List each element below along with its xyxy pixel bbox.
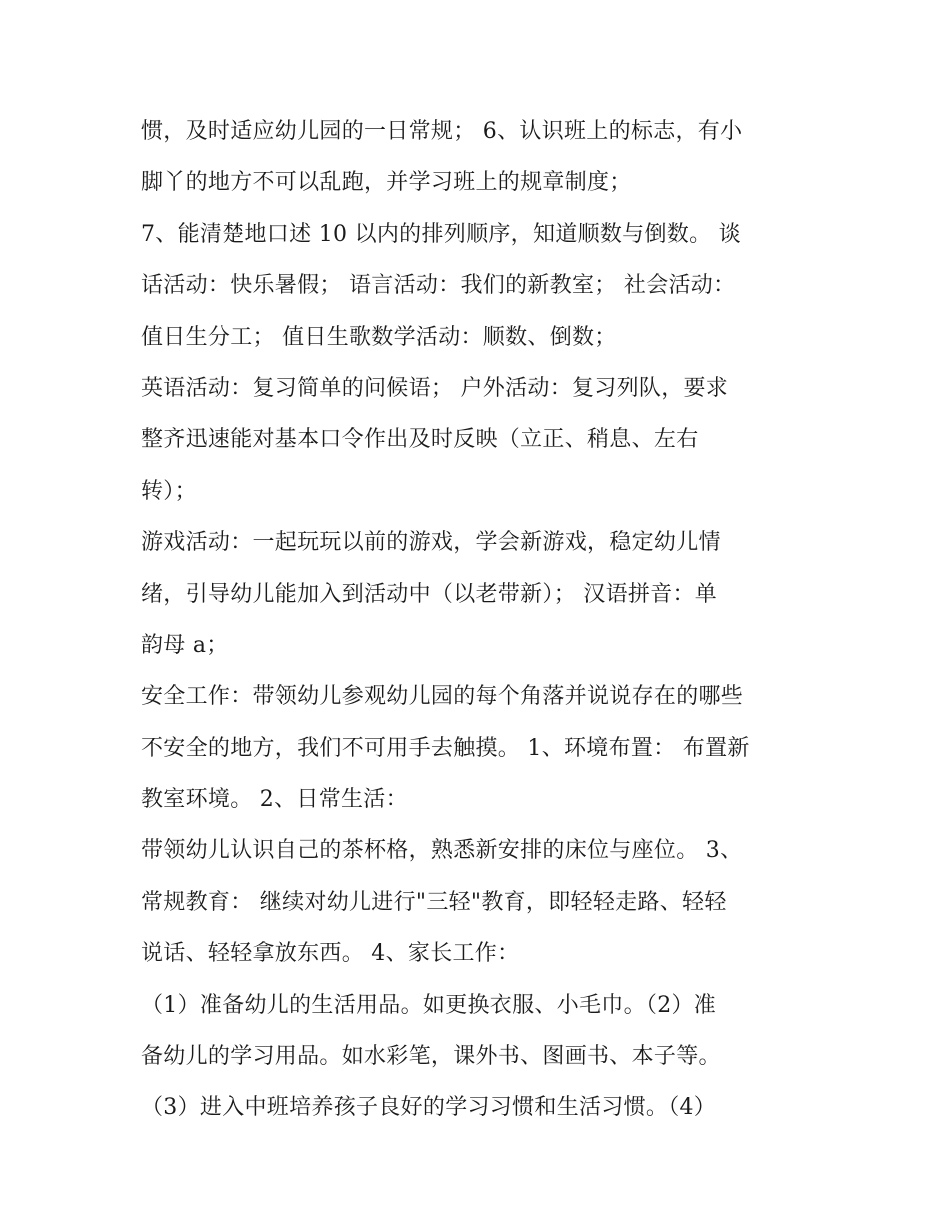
text-line: 整齐迅速能对基本口令作出及时反映（立正、稍息、左右	[141, 427, 699, 453]
text-line: 7、能清楚地口述 10 以内的排列顺序，知道顺数与倒数。 谈	[141, 221, 741, 247]
text-line: 游戏活动：一起玩玩以前的游戏，学会新游戏，稳定幼儿情	[141, 530, 721, 556]
text-line: 不安全的地方，我们不可用手去触摸。 1、环境布置： 布置新	[141, 735, 750, 761]
text-line: 惯，及时适应幼儿园的一日常规； 6、认识班上的标志，有小	[141, 119, 743, 144]
text-line: （3）进入中班培养孩子良好的学习习惯和生活习惯。（4）	[141, 1095, 717, 1121]
body-text	[141, 106, 821, 1134]
text-line: 安全工作：带领幼儿参观幼儿园的每个角落并说说存在的哪些	[141, 684, 744, 710]
text-line: 值日生分工； 值日生歌数学活动：顺数、倒数；	[141, 324, 617, 350]
text-line: 常规教育： 继续对幼儿进行"三轻"教育，即轻轻走路、轻轻	[141, 889, 727, 915]
text-line: 教室环境。 2、日常生活：	[141, 787, 408, 813]
text-line: 绪，引导幼儿能加入到活动中（以老带新）； 汉语拼音：单	[141, 581, 718, 607]
text-line: （1）准备幼儿的生活用品。如更换衣服、小毛巾。（2）准	[141, 992, 717, 1018]
text-line: 说话、轻轻拿放东西。 4、家长工作：	[141, 941, 520, 967]
text-line: 话活动：快乐暑假； 语言活动：我们的新教室； 社会活动：	[141, 273, 736, 299]
text-line: 转）；	[141, 478, 197, 504]
text-line: 脚丫的地方不可以乱跑，并学习班上的规章制度；	[141, 170, 632, 196]
text-line: 备幼儿的学习用品。如水彩笔，课外书、图画书、本子等。	[141, 1044, 721, 1070]
text-line: 韵母 a；	[141, 632, 229, 658]
text-line: 带领幼儿认识自己的茶杯格，熟悉新安排的床位与座位。 3、	[141, 838, 743, 864]
text-line: 英语活动：复习简单的问候语； 户外活动：复习列队，要求	[141, 375, 729, 401]
